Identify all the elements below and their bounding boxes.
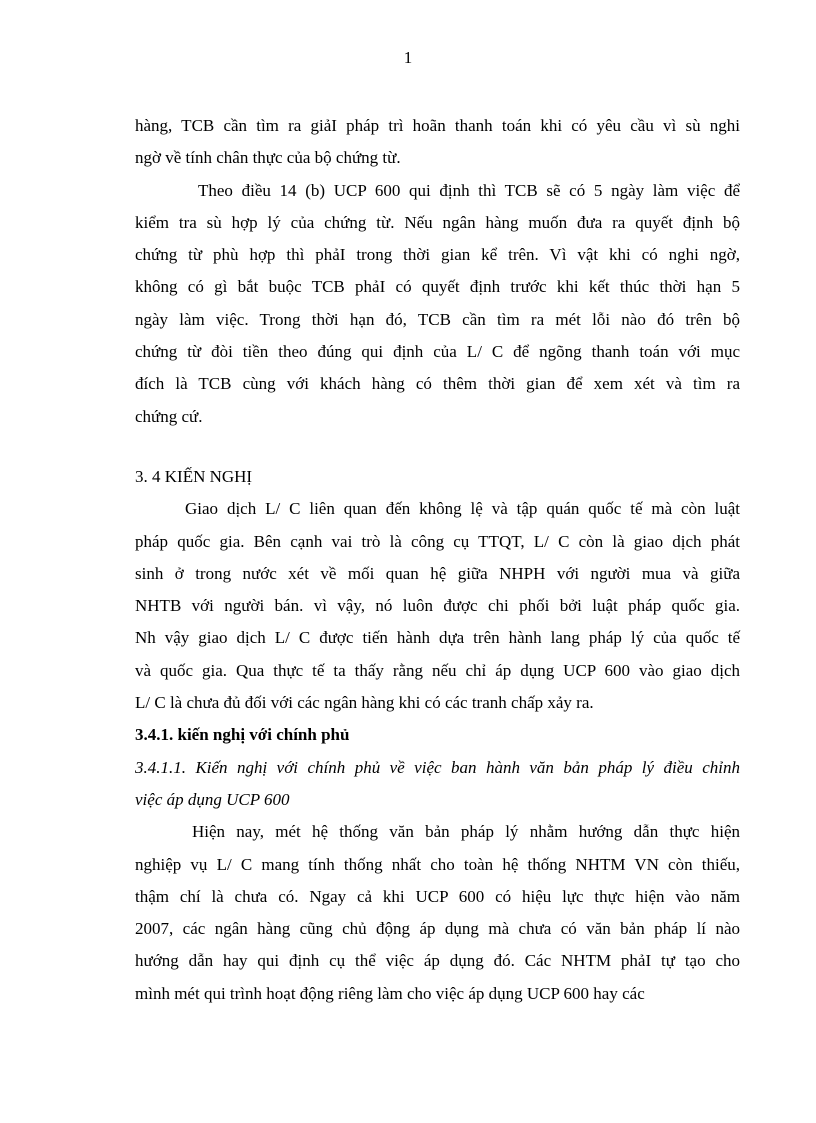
text-line: ngày làm việc. Trong thời hạn đó, TCB cần tìm ra mét lỗi nào đó trên bộ	[135, 309, 740, 329]
text-line: việc áp dụng UCP 600	[135, 789, 290, 809]
paragraph-4	[135, 816, 740, 1010]
text-line: NHTB với người bán. vì vậy, nó luôn được chi phối bởi luật pháp quốc gia.	[135, 596, 740, 616]
text-line: pháp quốc gia. Bên cạnh vai trò là công cụ TTQT, L/ C còn là giao dịch phát	[135, 531, 740, 551]
paragraph-2	[135, 175, 740, 433]
text-line: sinh ở trong nước xét về mối quan hệ giữa NHPH với người mua và giữa	[135, 563, 740, 583]
paragraph-1	[135, 110, 740, 175]
text-line: L/ C là chưa đủ đối với các ngân hàng khi có các tranh chấp xảy ra.	[135, 693, 594, 713]
text-line: chứng từ đòi tiền theo đúng qui định của L/ C để ngõng thanh toán với mục	[135, 342, 740, 362]
text-line: kiểm tra sù hợp lý của chứng từ. Nếu ngân hàng muốn đưa ra quyết định bộ	[135, 212, 740, 232]
page-number: 1	[403, 48, 413, 67]
spacer	[135, 433, 740, 461]
text-line: hướng dẫn hay qui định cụ thể việc áp dụng đó. Các NHTM phảI tự tạo cho	[135, 951, 740, 971]
text-line: Theo điều 14 (b) UCP 600 qui định thì TCB sẽ có 5 ngày làm việc để	[198, 180, 740, 200]
text-line: thậm chí là chưa có. Ngay cả khi UCP 600 có hiệu lực thực hiện vào năm	[135, 886, 740, 906]
text-line: 3.4.1.1. Kiến nghị với chính phủ về việc ban hành văn bản pháp lý điều chỉnh	[135, 757, 740, 777]
text-line: không có gì bắt buộc TCB phảI có quyết định trước khi kết thúc thời hạn 5	[135, 277, 740, 297]
text-line: Giao dịch L/ C liên quan đến không lệ và tập quán quốc tế mà còn luật	[185, 499, 740, 519]
subsection-heading: 3.4.1. kiến nghị với chính phủ	[135, 725, 350, 745]
paragraph-3	[135, 493, 740, 719]
text-line: Hiện nay, mét hệ thống văn bản pháp lý nhằm hướng dẫn thực hiện	[192, 822, 740, 842]
text-line: hàng, TCB cần tìm ra giảI pháp trì hoãn thanh toán khi có yêu cầu vì sù nghi	[135, 116, 740, 135]
text-line: mình mét qui trình hoạt động riêng làm cho việc áp dụng UCP 600 hay các	[135, 983, 645, 1003]
text-line: Nh vậy giao dịch L/ C được tiến hành dựa trên hành lang pháp lý của quốc tế	[135, 628, 740, 648]
document-body	[135, 110, 740, 1010]
subsubsection-heading	[135, 752, 740, 817]
text-line: đích là TCB cùng với khách hàng có thêm thời gian để xem xét và tìm ra	[135, 374, 740, 394]
section-heading: 3. 4 KIẾN NGHỊ	[135, 466, 253, 486]
text-line: nghiệp vụ L/ C mang tính thống nhất cho toàn hệ thống NHTM VN còn thiếu,	[135, 854, 740, 874]
text-line: chứng từ phù hợp thì phảI trong thời gian kể trên. Vì vật khi có nghi ngờ,	[135, 245, 740, 265]
text-line: chứng cứ.	[135, 406, 203, 426]
text-line: 2007, các ngân hàng cũng chủ động áp dụng mà chưa có văn bản pháp lí nào	[135, 919, 740, 939]
text-line: ngờ về tính chân thực của bộ chứng từ.	[135, 148, 401, 168]
text-line: và quốc gia. Qua thực tế ta thấy rằng nếu chỉ áp dụng UCP 600 vào giao dịch	[135, 660, 740, 680]
